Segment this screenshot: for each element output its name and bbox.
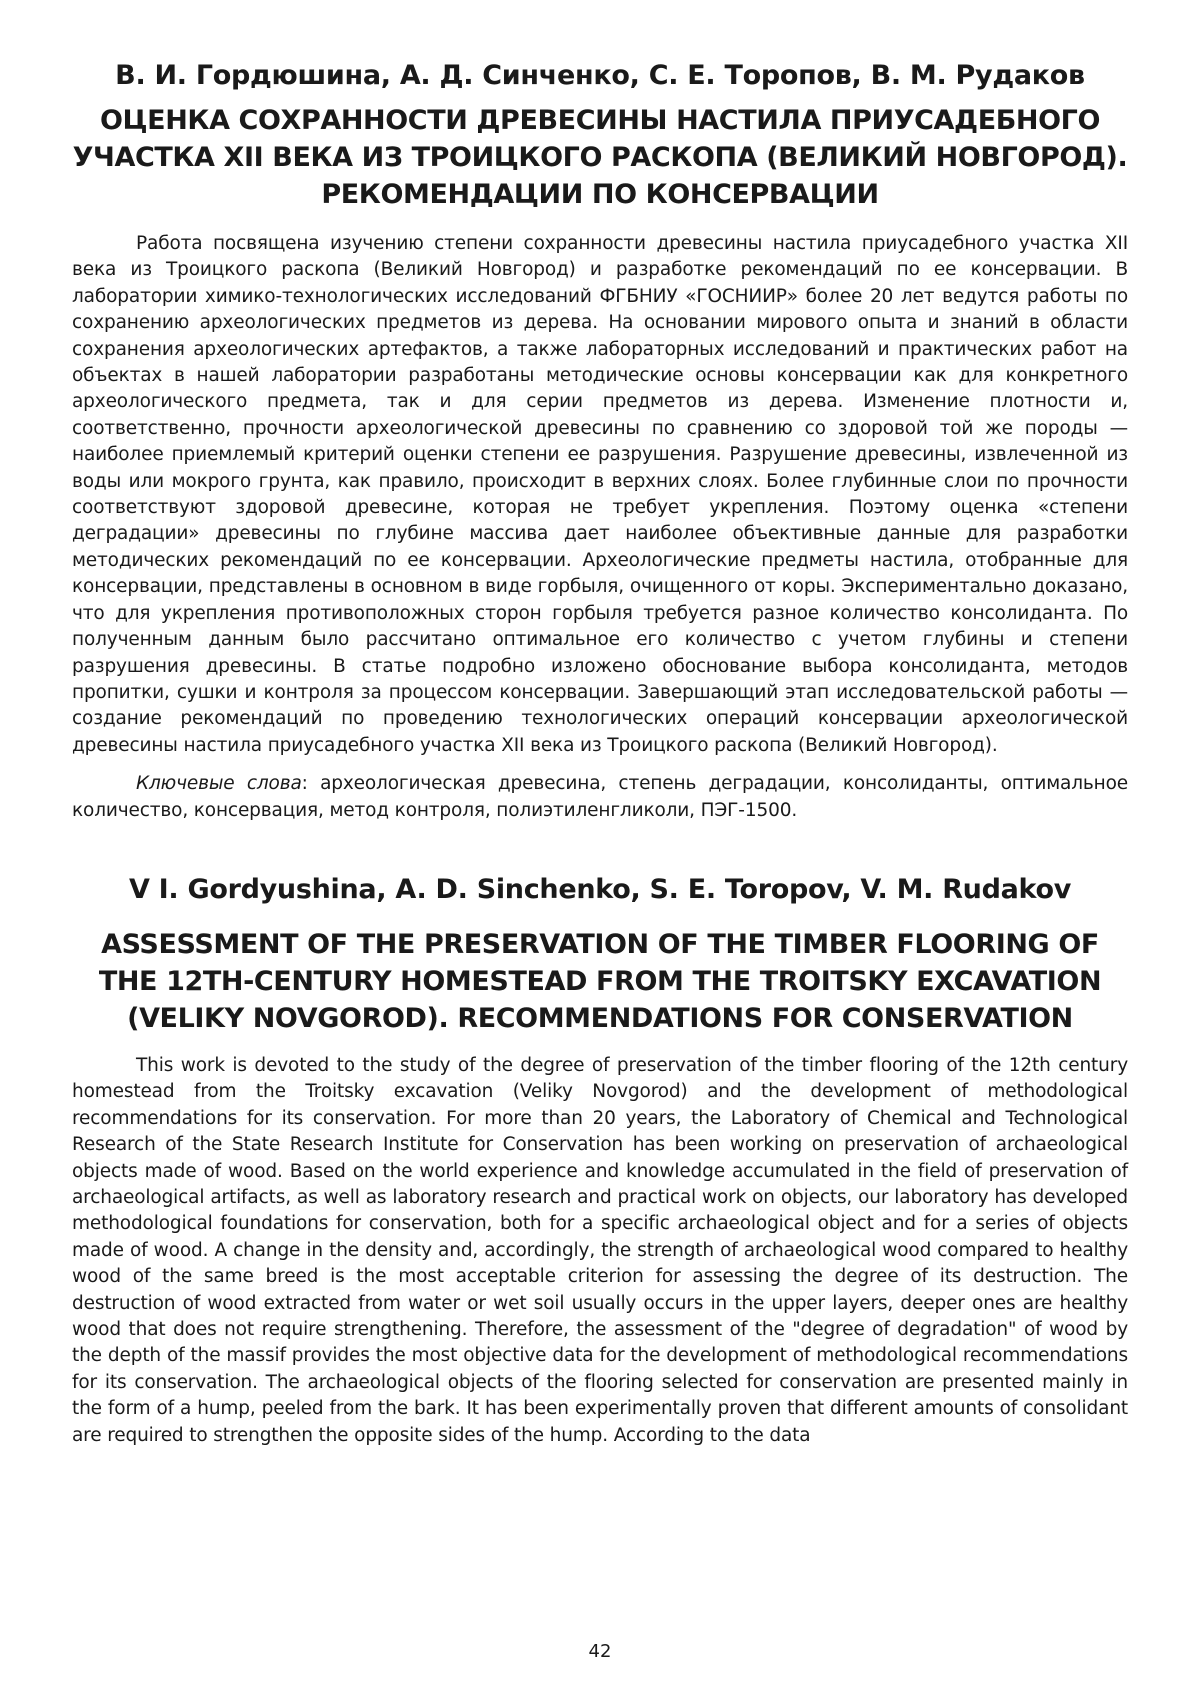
ru-keywords [72, 771, 1128, 824]
en-abstract: This work is devoted to the study of the degree of preservation of the timber flooring of the 12th century homestead from the Troitsky excavation (Veliky Novgorod) and the development of methodological recommendations for its conservation. For more than 20 years, the Laboratory of Chemical and Technological Research of the State Research Institute for Conservation has been working on preservation of archaeological objects made of wood. Based on the world experience and knowledge accumulated in the field of preservation of archaeological artifacts, as well as laboratory research and practical work on objects, our laboratory has developed methodological foundations for conservation, both for a specific archaeological object and for a series of objects made of wood. A change in the density and, accordingly, the strength of archaeological wood compared to healthy wood of the same breed is the most acceptable criterion for assessing the degree of its destruction. The destruction of wood extracted from water or wet soil usually occurs in the upper layers, deeper ones are healthy wood that does not require strengthening. Therefore, the assessment of the "degree of degradation" of wood by the depth of the massif provides the most objective data for the development of methodological recommendations for its conservation. The archaeological objects of the flooring selected for conservation are presented mainly in the form of a hump, peeled from the bark. It has been experimentally proven that different amounts of consolidant are required to strengthen the opposite sides of the hump. According to the data [72, 1054, 1128, 1446]
page-number: 42 [588, 1641, 612, 1662]
ru-keywords-text: : археологическая древесина, степень деградации, консолиданты, оптимальное количество, консервация, метод контроля, полиэтиленгликоли, ПЭГ-1500. [72, 773, 1128, 821]
en-title: ASSESSMENT OF THE PRESERVATION OF THE TIMBER FLOORING OF THE 12TH-CENTURY HOMESTEAD FROM THE TROITSKY EXCAVATION (VELIKY NOVGOROD). RECOMMENDATIONS FOR CONSERVATION [98, 928, 1102, 1034]
page-content [72, 58, 1128, 1449]
ru-abstract: Работа посвящена изучению степени сохранности древесины настила приусадебного участка XII века из Троицкого раскопа (Великий Новгород) и разработке рекомендаций по ее консервации. В лаборатории химико-технологических исследований ФГБНИУ «ГОСНИИР» более 20 лет ведутся работы по сохранению археологических предметов из дерева. На основании мирового опыта и знаний в области сохранения археологических артефактов, а также лабораторных исследований и практических работ на объектах в нашей лаборатории разработаны методические основы консервации как для конкретного археологического предмета, так и для серии предметов из дерева. Изменение плотности и, соответственно, прочности археологической древесины по сравнению со здоровой той же породы — наиболее приемлемый критерий оценки степени ее разрушения. Разрушение древесины, извлеченной из воды или мокрого грунта, как правило, происходит в верхних слоях. Более глубинные слои по прочности соответствуют здоровой древесине, которая не требует укрепления. Поэтому оценка «степени деградации» древесины по глубине массива дает наиболее объективные данные для разработки методических рекомендаций по ее консервации. Археологические предметы настила, отобранные для консервации, представлены в основном в виде горбыля, очищенного от коры. Экспериментально доказано, что для укрепления противоположных сторон горбыля требуется разное количество консолиданта. По полученным данным было рассчитано оптимальное его количество с учетом глубины и степени разрушения древесины. В статье подробно изложено обоснование выбора консолиданта, методов пропитки, сушки и контроля за процессом консервации. Завершающий этап исследовательской работы — создание рекомендаций по проведению технологических операций консервации археологической древесины настила приусадебного участка XII века из Троицкого раскопа (Великий Новгород). [72, 233, 1128, 756]
ru-keywords-label: Ключевые слова [136, 773, 302, 795]
ru-title: ОЦЕНКА СОХРАННОСТИ ДРЕВЕСИНЫ НАСТИЛА ПРИУСАДЕБНОГО УЧАСТКА XII ВЕКА ИЗ ТРОИЦКОГО РАСКОПА (ВЕЛИКИЙ НОВГОРОД). РЕКОМЕНДАЦИИ ПО КОНСЕРВАЦИИ [72, 105, 1128, 210]
ru-authors: В. И. Гордюшина, А. Д. Синченко, С. Е. Торопов, В. М. Рудаков [115, 60, 1085, 91]
en-authors: V I. Gordyushina, A. D. Sinchenko, S. E. Toropov, V. M. Rudakov [128, 873, 1072, 905]
